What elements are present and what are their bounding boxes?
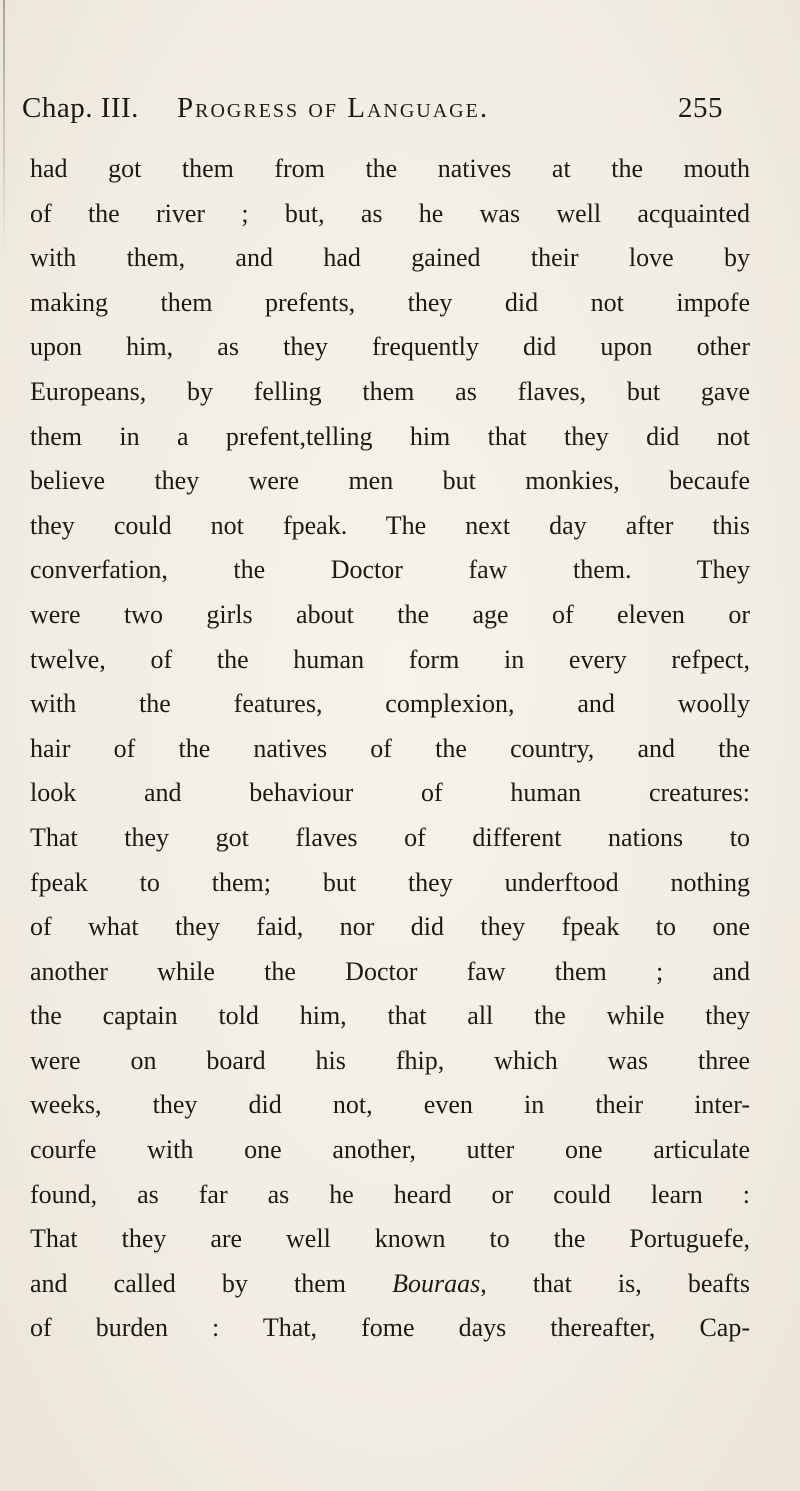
text-line: were two girls about the age of eleven or [30, 599, 750, 629]
italic-term-bouraas: Bouraas [392, 1268, 481, 1298]
text-line: them in a prefent,telling him that they did not [30, 421, 750, 451]
text-line: twelve, of the human form in every refpect, [30, 644, 750, 674]
text-line: of the river ; but, as he was well acquainted [30, 198, 750, 228]
text-line: making them prefents, they did not impofe [30, 287, 750, 317]
text-line: That they are well known to the Portuguefe, [30, 1224, 750, 1254]
text-line: found, as far as he heard or could learn : [30, 1179, 750, 1209]
text-line-with-italic [30, 1262, 750, 1307]
text-line: were on board his fhip, which was three [30, 1045, 750, 1075]
text-line: That they got flaves of different nations to [30, 822, 750, 852]
text-line: converfation, the Doctor faw them. They [30, 555, 750, 585]
text-line: believe they were men but monkies, becaufe [30, 466, 750, 496]
running-header [22, 92, 742, 136]
text-line: fpeak to them; but they underftood nothing [30, 867, 750, 897]
page-gutter-edge [3, 0, 5, 260]
text-line: had got them from the natives at the mouth [30, 154, 750, 183]
running-title: Progress of Language. [177, 92, 490, 124]
page-number: 255 [678, 92, 723, 124]
text-line: the captain told him, that all the while they [30, 1001, 750, 1031]
text-line: weeks, they did not, even in their inter- [30, 1090, 750, 1120]
body-text [30, 147, 750, 1351]
text-line: with the features, complexion, and woolly [30, 689, 750, 719]
line-26-before: and called by them [30, 1268, 393, 1298]
text-line: of what they faid, nor did they fpeak to one [30, 912, 750, 942]
text-line: look and behaviour of human creatures: [30, 778, 750, 808]
chapter-label: Chap. III. [22, 92, 139, 124]
text-line: upon him, as they frequently did upon other [30, 332, 750, 362]
text-line: they could not fpeak. The next day after this [30, 510, 750, 540]
text-line: with them, and had gained their love by [30, 243, 750, 273]
text-line: Europeans, by felling them as flaves, but gave [30, 376, 750, 406]
text-line: of burden : That, fome days thereafter, Cap- [30, 1313, 750, 1343]
line-26-after: , that is, beafts [480, 1268, 750, 1298]
text-line: hair of the natives of the country, and the [30, 733, 750, 763]
text-line: another while the Doctor faw them ; and [30, 956, 750, 986]
text-line: courfe with one another, utter one articulate [30, 1135, 750, 1165]
